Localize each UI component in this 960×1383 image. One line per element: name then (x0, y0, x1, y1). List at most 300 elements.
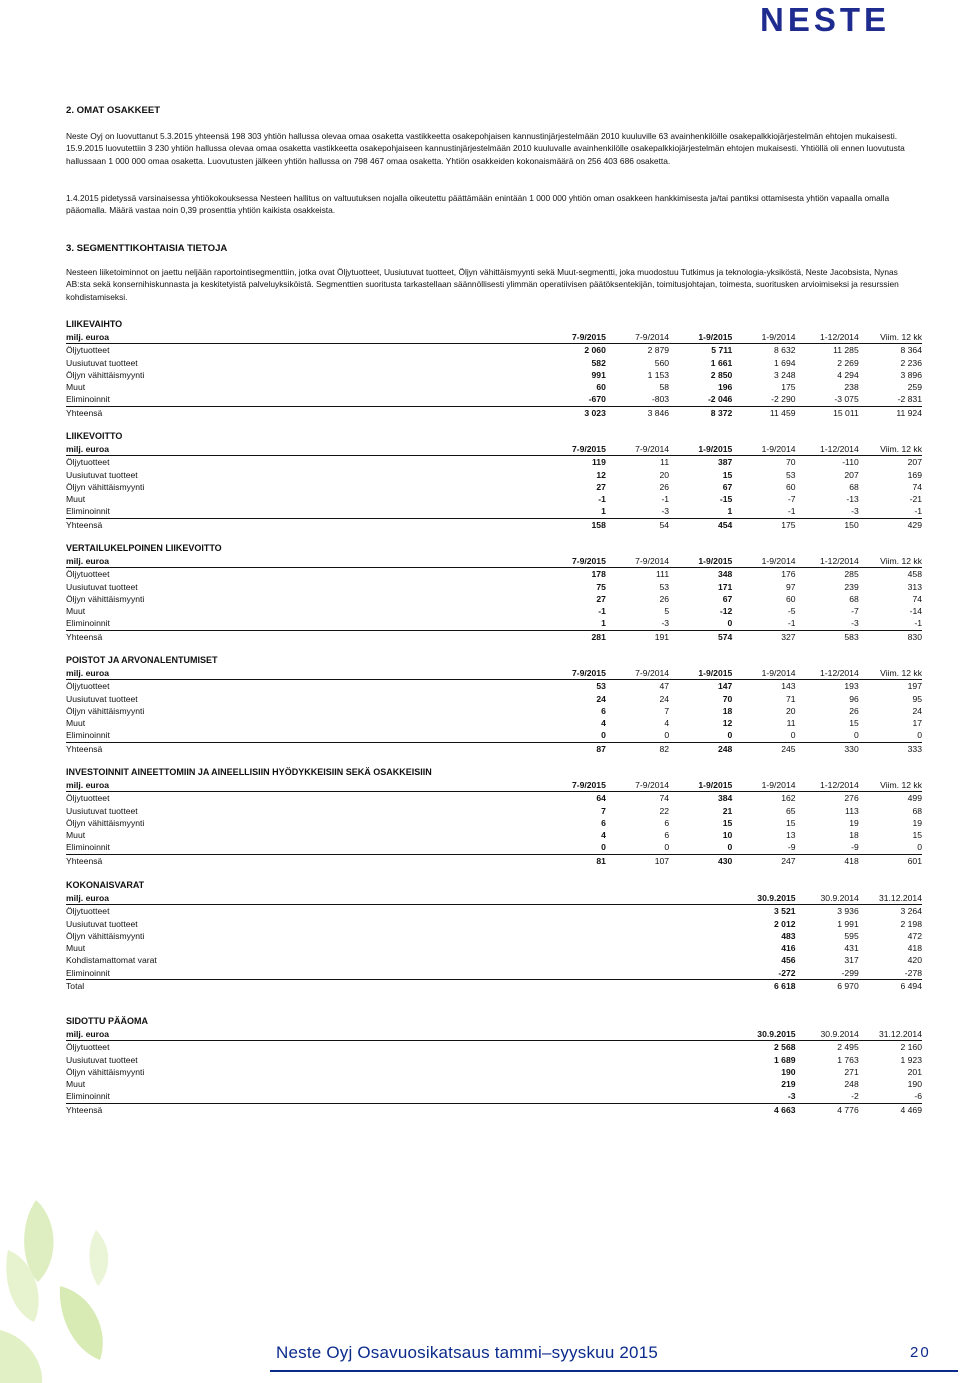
cell-value: 24 (659, 693, 670, 704)
cell-value: 53 (785, 469, 796, 480)
cell-value: -1 (859, 617, 922, 630)
cell-value: 259 (907, 382, 922, 393)
page-number: 20 (910, 1344, 931, 1361)
table-row (66, 1078, 922, 1090)
own-shares-paragraph-2: 1.4.2015 pidetyssä varsinaisessa yhtiökokouksessa Nesteen hallitus on valtuutuksen nojalla oikeutettu päättämään enintään 1 000 000 yhtiön oman osakkeen hankkimisesta ja/tai pantiksi ottamisesta yhtiön vapaalla omalla pääomalla. Määrä vastaa noin 0,39 prosenttia yhtiön kaikista osakkeista. (66, 193, 890, 216)
column-header: Viim. 12 kk (859, 779, 922, 792)
column-header (669, 892, 732, 905)
table-poistot (66, 654, 922, 755)
table-title: SIDOTTU PÄÄOMA (66, 1016, 148, 1027)
cell-value: 4 776 (837, 1104, 859, 1115)
table-row (66, 954, 922, 966)
column-header: Viim. 12 kk (859, 331, 922, 344)
row-label: Muut (66, 830, 86, 841)
cell-value (543, 1103, 606, 1116)
cell-value: 190 (907, 1079, 922, 1090)
cell-value: 333 (907, 743, 922, 754)
cell-value: 12 (596, 469, 606, 480)
cell-value: 74 (659, 793, 670, 804)
cell-value: 96 (849, 693, 859, 704)
table-sidottu-paaoma (66, 1015, 922, 1116)
cell-value: 8 372 (710, 407, 733, 418)
column-header: 1-12/2014 (796, 443, 859, 456)
table-title: KOKONAISVARAT (66, 880, 145, 891)
row-label: Yhteensä (66, 631, 103, 642)
cell-value: 178 (591, 569, 606, 580)
cell-value: 327 (781, 631, 796, 642)
cell-value: 0 (543, 729, 606, 742)
column-header: 7-9/2015 (543, 779, 606, 792)
row-label: Muut (66, 718, 86, 729)
cell-value: -1 (598, 494, 606, 505)
cell-value: 15 (912, 830, 922, 841)
cell-value: 10 (722, 830, 733, 841)
cell-value (606, 1041, 669, 1054)
cell-value: 107 (654, 855, 670, 866)
cell-value: 4 469 (900, 1104, 922, 1115)
cell-value (606, 918, 669, 930)
cell-value (543, 980, 606, 993)
cell-value: 0 (732, 729, 795, 742)
cell-value: 201 (907, 1066, 922, 1077)
cell-value: 68 (849, 593, 859, 604)
cell-value: 1 (543, 617, 606, 630)
cell-value: 248 (844, 1079, 859, 1090)
row-label: Yhteensä (66, 855, 103, 866)
table-row (66, 1090, 922, 1103)
cell-value: 97 (785, 581, 796, 592)
table-row (66, 593, 922, 605)
cell-value (669, 954, 732, 966)
cell-value (669, 942, 732, 954)
table-row (66, 456, 922, 469)
cell-value: 238 (844, 382, 859, 393)
cell-value: -110 (842, 457, 859, 468)
cell-value: 219 (781, 1079, 796, 1090)
cell-value: 4 (601, 718, 606, 729)
cell-value: 0 (606, 729, 669, 742)
cell-value: 313 (907, 581, 922, 592)
row-label: Uusiutuvat tuotteet (66, 693, 138, 704)
cell-value: 64 (596, 793, 606, 804)
section-title-segments: 3. SEGMENTTIKOHTAISIA TIETOJA (66, 243, 228, 254)
section-title-own-shares: 2. OMAT OSAKKEET (66, 105, 161, 116)
cell-value: 11 (660, 457, 670, 468)
cell-value: 483 (781, 930, 796, 941)
cell-value: 458 (907, 569, 922, 580)
row-label: Yhteensä (66, 519, 103, 530)
cell-value: 5 (664, 606, 670, 617)
cell-value: 22 (659, 805, 670, 816)
cell-value: 6 (664, 830, 670, 841)
cell-value (543, 1041, 606, 1054)
row-label: Eliminoinnit (66, 729, 543, 742)
cell-value (606, 1066, 669, 1078)
cell-value: 53 (659, 581, 670, 592)
cell-value: -5 (787, 606, 796, 617)
column-header-unit: milj. euroa (66, 555, 543, 568)
cell-value: 5 711 (711, 345, 733, 356)
column-header: 7-9/2015 (543, 555, 606, 568)
table-row (66, 605, 922, 617)
cell-value: 3 936 (837, 906, 859, 917)
cell-value: 24 (596, 693, 606, 704)
cell-value: 2 879 (647, 345, 670, 356)
table-investoinnit (66, 766, 922, 867)
cell-value: 472 (907, 930, 922, 941)
cell-value: 454 (717, 519, 733, 530)
table-row (66, 617, 922, 630)
column-header: 30.9.2015 (732, 1028, 795, 1041)
cell-value (543, 918, 606, 930)
row-label: Uusiutuvat tuotteet (66, 1054, 138, 1065)
cell-value: 387 (717, 457, 733, 468)
cell-value: -2 046 (669, 393, 732, 406)
column-header: 30.9.2015 (732, 892, 795, 905)
cell-value: -1 (859, 505, 922, 518)
cell-value: 4 (601, 830, 606, 841)
cell-value: -2 290 (732, 393, 795, 406)
cell-value: 4 663 (774, 1104, 796, 1115)
cell-value: 70 (722, 693, 733, 704)
row-label: Öljytuotteet (66, 345, 110, 356)
table-row (66, 705, 922, 717)
cell-value: 418 (907, 943, 922, 954)
table-title: LIIKEVOITTO (66, 431, 123, 442)
cell-value: -7 (787, 494, 796, 505)
cell-value (606, 967, 669, 980)
cell-value: 830 (907, 631, 922, 642)
cell-value: 196 (717, 382, 733, 393)
cell-value: 82 (659, 743, 670, 754)
row-label: Öljyn vähittäismyynti (66, 817, 145, 828)
column-header (543, 892, 606, 905)
cell-value: 3 248 (774, 369, 796, 380)
table-row (66, 493, 922, 505)
cell-value: 67 (722, 593, 733, 604)
table-liikevaihto (66, 318, 922, 419)
cell-value: 27 (596, 481, 606, 492)
column-header: 1-9/2014 (732, 779, 795, 792)
column-header: 1-9/2015 (669, 443, 732, 456)
cell-value (669, 1054, 732, 1066)
column-header: 1-9/2015 (669, 331, 732, 344)
table-row (66, 680, 922, 693)
cell-value: 0 (669, 841, 732, 854)
cell-value: 582 (591, 357, 606, 368)
cell-value: 601 (907, 855, 922, 866)
row-label: Eliminoinnit (66, 617, 543, 630)
table-title: POISTOT JA ARVONALENTUMISET (66, 655, 218, 666)
cell-value: 171 (717, 581, 733, 592)
cell-value: 20 (659, 469, 670, 480)
table-row (66, 918, 922, 930)
cell-value: 499 (907, 793, 922, 804)
cell-value: 19 (849, 817, 859, 828)
cell-value: 162 (781, 793, 796, 804)
row-label: Öljyn vähittäismyynti (66, 481, 145, 492)
column-header-unit: milj. euroa (66, 443, 543, 456)
column-header: 7-9/2015 (543, 331, 606, 344)
cell-value (606, 942, 669, 954)
cell-value: -3 (606, 617, 669, 630)
cell-value: 150 (844, 519, 859, 530)
row-label: Muut (66, 1079, 86, 1090)
table-row (66, 841, 922, 854)
table-row (66, 381, 922, 393)
cell-value: 111 (656, 569, 670, 580)
column-header: 7-9/2014 (606, 443, 669, 456)
cell-value: -670 (543, 393, 606, 406)
row-label: Muut (66, 606, 86, 617)
cell-value: 1 153 (647, 369, 670, 380)
cell-value: 4 (664, 718, 670, 729)
row-label: Uusiutuvat tuotteet (66, 581, 138, 592)
row-label: Eliminoinnit (66, 393, 543, 406)
column-header: 30.9.2014 (796, 1028, 859, 1041)
cell-value (543, 1090, 606, 1103)
cell-value: 113 (845, 805, 859, 816)
cell-value: 6 (664, 817, 670, 828)
table-row (66, 829, 922, 841)
cell-value: -272 (732, 967, 795, 980)
cell-value (543, 967, 606, 980)
row-label: Uusiutuvat tuotteet (66, 357, 138, 368)
row-label: Öljyn vähittäismyynti (66, 1066, 145, 1077)
cell-value: 456 (781, 955, 796, 966)
cell-value: 12 (722, 718, 733, 729)
own-shares-paragraph-1: Neste Oyj on luovuttanut 5.3.2015 yhteensä 198 303 yhtiön hallussa olevaa omaa osaketta vastikkeetta osakepohjaisen kannustinjärjestelmään 2010 kuuluville 63 avainhenkilöille osakepalkkiojärjestelmän ehtojen mukaisesti. 15.9.2015 luovutettiin 3 230 yhtiön hallussa olevaa omaa osaketta vastikkeetta osakepohjaiseen kannustinjärjestelmään 2010 kuuluvalle avainhenkilölle osakepalkkiojärjestelmän ehtojen mukaisesti. Yhtiöllä oli ennen luovutusta hallussaan 1 000 000 omaa osaketta. Luovutusten jälkeen yhtiön hallussa on 798 467 omaa osaketta. Yhtiön osakkeiden kokonaismäärä on 256 403 686 osaketta. (66, 131, 905, 166)
column-header-unit: milj. euroa (66, 1028, 543, 1041)
table-row (66, 469, 922, 481)
cell-value (669, 1090, 732, 1103)
column-header-unit: milj. euroa (66, 779, 543, 792)
cell-value: 6 (601, 817, 606, 828)
cell-value (606, 980, 669, 993)
cell-value: 18 (849, 830, 859, 841)
cell-value (543, 905, 606, 918)
table-row (66, 693, 922, 705)
cell-value: 1 763 (837, 1054, 859, 1065)
cell-value: 19 (912, 817, 922, 828)
cell-value (669, 967, 732, 980)
cell-value: 11 924 (896, 407, 922, 418)
column-header: 31.12.2014 (859, 892, 922, 905)
cell-value: -13 (846, 494, 859, 505)
cell-value: 74 (912, 593, 922, 604)
cell-value: 429 (907, 519, 922, 530)
cell-value: 207 (844, 469, 859, 480)
cell-value: 281 (591, 631, 606, 642)
cell-value: 175 (781, 382, 796, 393)
table-title: LIIKEVAIHTO (66, 319, 123, 330)
row-label: Yhteensä (66, 1104, 103, 1115)
cell-value (669, 1078, 732, 1090)
table-row (66, 729, 922, 742)
cell-value: 276 (844, 793, 859, 804)
cell-value: 8 364 (900, 345, 922, 356)
row-label: Öljyn vähittäismyynti (66, 369, 145, 380)
cell-value (669, 930, 732, 942)
cell-value: 3 846 (647, 407, 670, 418)
cell-value: 21 (722, 805, 733, 816)
column-header: 30.9.2014 (796, 892, 859, 905)
row-label: Öljytuotteet (66, 681, 110, 692)
cell-value: 11 (786, 718, 796, 729)
column-header: 7-9/2014 (606, 667, 669, 680)
column-header-unit: milj. euroa (66, 892, 543, 905)
cell-value: 15 (849, 718, 859, 729)
cell-value (669, 1066, 732, 1078)
cell-value: 3 896 (900, 369, 922, 380)
column-header: 7-9/2014 (606, 331, 669, 344)
column-header: 31.12.2014 (859, 1028, 922, 1041)
cell-value: -15 (719, 494, 733, 505)
row-label: Öljytuotteet (66, 1042, 110, 1053)
cell-value: 330 (844, 743, 859, 754)
cell-value: 239 (844, 581, 859, 592)
table-row (66, 1103, 922, 1116)
cell-value: 6 618 (774, 981, 796, 992)
cell-value: 1 (669, 505, 732, 518)
cell-value (543, 1078, 606, 1090)
cell-value: 574 (717, 631, 733, 642)
table-row (66, 357, 922, 369)
table-row (66, 344, 922, 357)
cell-value: 15 (785, 817, 796, 828)
cell-value: 2 850 (710, 369, 733, 380)
cell-value: 7 (601, 805, 606, 816)
cell-value: 74 (912, 481, 922, 492)
cell-value (543, 1066, 606, 1078)
cell-value: 20 (785, 705, 796, 716)
cell-value: 60 (785, 481, 796, 492)
cell-value: 1 689 (774, 1054, 796, 1065)
cell-value: 11 285 (833, 345, 859, 356)
cell-value: 2 198 (900, 918, 922, 929)
column-header-unit: milj. euroa (66, 331, 543, 344)
cell-value: 2 495 (837, 1042, 859, 1053)
cell-value: -9 (796, 841, 859, 854)
row-label: Yhteensä (66, 743, 103, 754)
table-kokonaisvarat (66, 879, 922, 992)
column-header: 1-12/2014 (796, 667, 859, 680)
cell-value (543, 1054, 606, 1066)
cell-value: 430 (717, 855, 733, 866)
column-header (606, 892, 669, 905)
cell-value: 147 (717, 681, 733, 692)
row-label: Uusiutuvat tuotteet (66, 805, 138, 816)
column-header: Viim. 12 kk (859, 443, 922, 456)
column-header: 7-9/2014 (606, 555, 669, 568)
cell-value: 68 (849, 481, 859, 492)
cell-value: -3 (796, 617, 859, 630)
cell-value: 68 (912, 805, 922, 816)
column-header (606, 1028, 669, 1041)
table-row (66, 905, 922, 918)
cell-value: 190 (781, 1066, 796, 1077)
row-label: Öljyn vähittäismyynti (66, 930, 145, 941)
cell-value (606, 954, 669, 966)
cell-value: 81 (596, 855, 606, 866)
cell-value: -3 (606, 505, 669, 518)
cell-value: 2 568 (774, 1042, 796, 1053)
cell-value: 6 494 (900, 981, 922, 992)
table-row (66, 1066, 922, 1078)
cell-value: 0 (859, 841, 922, 854)
table-row (66, 980, 922, 993)
column-header: 1-9/2015 (669, 667, 732, 680)
cell-value: 95 (912, 693, 922, 704)
cell-value (606, 905, 669, 918)
column-header: 1-9/2014 (732, 555, 795, 568)
cell-value: 60 (596, 382, 606, 393)
table-row (66, 518, 922, 531)
cell-value (669, 905, 732, 918)
row-label: Eliminoinnit (66, 841, 543, 854)
cell-value: -1 (732, 505, 795, 518)
cell-value: 3 023 (584, 407, 606, 418)
row-label: Öljytuotteet (66, 906, 110, 917)
cell-value: 247 (781, 855, 796, 866)
column-header: 1-9/2014 (732, 443, 795, 456)
cell-value: 1 694 (774, 357, 796, 368)
cell-value: 24 (912, 705, 922, 716)
column-header: 1-12/2014 (796, 555, 859, 568)
table-vertailukelpoinen-liikevoitto (66, 542, 922, 643)
cell-value: 17 (912, 718, 922, 729)
cell-value: 1 923 (900, 1054, 922, 1065)
cell-value: 71 (785, 693, 796, 704)
cell-value: 420 (907, 955, 922, 966)
cell-value: 158 (591, 519, 606, 530)
cell-value: 18 (722, 705, 733, 716)
row-label: Öljytuotteet (66, 457, 110, 468)
cell-value: 75 (596, 581, 606, 592)
column-header: 1-9/2015 (669, 779, 732, 792)
row-label: Eliminoinnit (66, 1090, 543, 1103)
table-row (66, 792, 922, 805)
cell-value: 0 (669, 729, 732, 742)
table-row (66, 1054, 922, 1066)
table-row (66, 817, 922, 829)
cell-value: -3 (796, 505, 859, 518)
row-label: Öljytuotteet (66, 569, 110, 580)
cell-value: 197 (907, 681, 922, 692)
table-liikevoitto (66, 430, 922, 531)
cell-value (543, 942, 606, 954)
table-row (66, 854, 922, 867)
cell-value: 2 060 (584, 345, 606, 356)
cell-value: 991 (591, 369, 606, 380)
cell-value (606, 1090, 669, 1103)
table-row (66, 630, 922, 643)
column-header: 7-9/2015 (543, 667, 606, 680)
table-row (66, 805, 922, 817)
cell-value: -278 (859, 967, 922, 980)
cell-value: 191 (654, 631, 670, 642)
column-header: 1-9/2014 (732, 331, 795, 344)
cell-value: 560 (654, 357, 670, 368)
column-header: 1-9/2014 (732, 667, 795, 680)
cell-value: 58 (659, 382, 670, 393)
cell-value: 3 264 (900, 906, 922, 917)
cell-value: 2 012 (774, 918, 796, 929)
cell-value: 169 (907, 469, 922, 480)
cell-value: 348 (717, 569, 733, 580)
cell-value: 0 (669, 617, 732, 630)
cell-value: -3 (732, 1090, 795, 1103)
